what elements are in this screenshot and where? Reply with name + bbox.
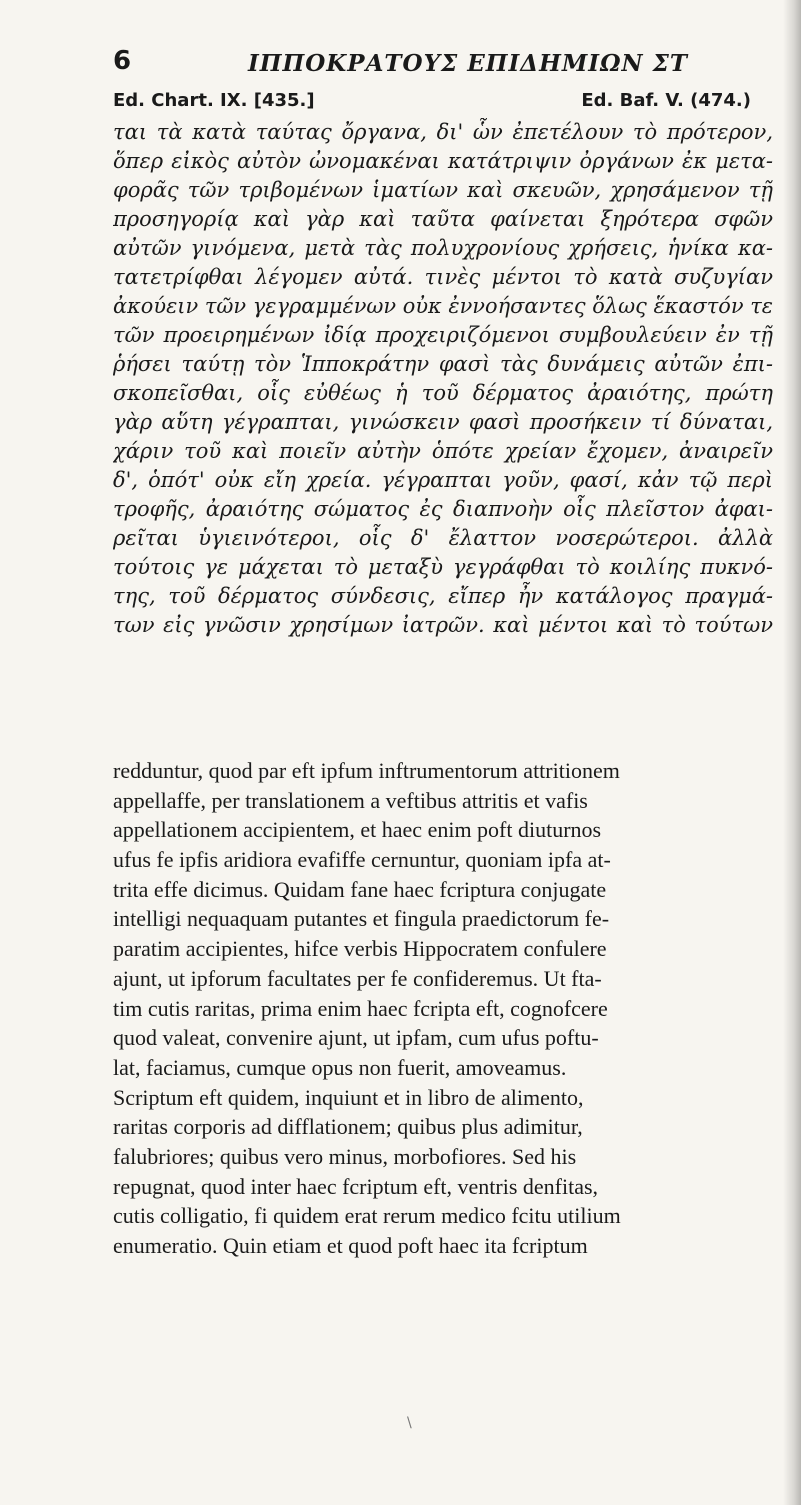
latin-text-line: cutis colligatio, fi quidem erat rerum medico fcitu utilium — [113, 1203, 621, 1229]
edition-reference-chart: Ed. Chart. IX. [435.] — [113, 90, 315, 111]
greek-text-line: φορᾶς τῶν τριβομένων ἱματίων καὶ σκευῶν, χρησάμενον τῇ — [113, 178, 773, 202]
greek-text-line: ῥήσει ταύτῃ τὸν Ἱπποκράτην φασὶ τὰς δυνάμεις αὐτῶν ἐπι- — [113, 352, 773, 376]
greek-text-line: ρεῖται ὑγιεινότεροι, οἷς δ' ἔλαττον νοσερώτεροι. ἀλλὰ — [113, 526, 773, 550]
page-number: 6 — [113, 46, 132, 76]
greek-text-line: τούτοις γε μάχεται τὸ μεταξὺ γεγράφθαι τὸ κοιλίης πυκνό- — [113, 555, 773, 579]
greek-text-line: ὅπερ εἰκὸς αὐτὸν ὠνομακέναι κατάτριψιν ὀργάνων ἐκ μετα- — [113, 149, 773, 173]
greek-text-line: τροφῆς, ἀραιότης σώματος ἐς διαπνοὴν οἷς πλεῖστον ἀφαι- — [113, 497, 773, 521]
greek-text-line: τατετρίφθαι λέγομεν αὐτά. τινὲς μέντοι τὸ κατὰ συζυγίαν — [113, 265, 773, 289]
greek-text-line: σκοπεῖσθαι, οἷς εὐθέως ἡ τοῦ δέρματος ἀραιότης, πρώτη — [113, 381, 773, 405]
latin-text-line: enumeratio. Quin etiam et quod poft haec ita fcriptum — [113, 1233, 588, 1258]
latin-text-line: trita effe dicimus. Quidam fane haec fcriptura conjugate — [113, 876, 607, 902]
greek-text-line: αὐτῶν γινόμενα, μετὰ τὰς πολυχρονίους χρήσεις, ἡνίκα κα- — [113, 236, 773, 260]
edition-reference-basel: Ed. Baf. V. (474.) — [581, 90, 751, 111]
greek-text-line: τῶν προειρημένων ἰδίᾳ προχειριζόμενοι συμβουλεύειν ἐν τῇ — [113, 323, 773, 347]
latin-text-line: intelligi nequaquam putantes et fingula praedictorum fe- — [113, 906, 610, 932]
latin-text-line: appellaffe, per translationem a veftibus attritis et vafis — [113, 787, 588, 813]
latin-text-line: falubriores; quibus vero minus, morbofiores. Sed his — [113, 1143, 577, 1169]
latin-text-line: repugnat, quod inter haec fcriptum eft, ventris denfitas, — [113, 1173, 599, 1199]
greek-text-line: δ', ὁπότ' οὐκ εἴη χρεία. γέγραπται γοῦν, φασί, κἀν τῷ περὶ — [113, 468, 773, 492]
edition-line — [113, 90, 773, 118]
greek-text-line: ται τὰ κατὰ ταύτας ὄργανα, δι' ὧν ἐπετέλουν τὸ πρότερον, — [113, 120, 773, 144]
latin-text-block — [113, 756, 793, 1261]
latin-text-line: redduntur, quod par eft ipfum inftrumentorum attritionem — [113, 758, 620, 783]
latin-text-line: ajunt, ut ipforum facultates per fe confideremus. Ut fta- — [113, 965, 602, 991]
greek-text-line: της, τοῦ δέρματος σύνδεσις, εἴπερ ἦν κατάλογος πραγμά- — [113, 584, 773, 608]
latin-text-line: appellationem accipientem, et haec enim poft diuturnos — [113, 817, 602, 843]
greek-text-line: προσηγορίᾳ καὶ γὰρ καὶ ταῦτα φαίνεται ξηρότερα σφῶν — [113, 207, 773, 231]
latin-text-line: paratim accipientes, hifce verbis Hippocratem confulere — [113, 936, 607, 962]
greek-text-line: των εἰς γνῶσιν χρησίμων ἰατρῶν. καὶ μέντοι καὶ τὸ τούτων — [113, 613, 773, 637]
latin-text-line: quod valeat, convenire ajunt, ut ipfam, cum ufus poftu- — [113, 1025, 599, 1051]
footer-mark: \ — [407, 1415, 412, 1431]
latin-text-line: Scriptum eft quidem, inquiunt et in libro de alimento, — [113, 1084, 584, 1110]
greek-text-line: γὰρ αὕτη γέγραπται, γινώσκειν φασὶ προσήκειν τί δύναται, — [113, 410, 773, 434]
latin-text-line: ufus fe ipfis aridiora evafiffe cernuntur, quoniam ipfa at- — [113, 847, 611, 873]
greek-text-block — [113, 118, 793, 640]
latin-text-line: tim cutis raritas, prima enim haec fcripta eft, cognofcere — [113, 995, 608, 1021]
header-title: ΙΠΠΟΚΡΑΤΟΥΣ ΕΠΙΔΗΜΙΩΝ ΣΤ — [248, 50, 688, 77]
running-head — [113, 46, 773, 86]
greek-text-line: χάριν τοῦ καὶ ποιεῖν αὐτὴν ὁπότε χρείαν ἔχομεν, ἀναιρεῖν — [113, 439, 773, 463]
latin-text-line: lat, faciamus, cumque opus non fuerit, amoveamus. — [113, 1054, 567, 1080]
latin-text-line: raritas corporis ad difflationem; quibus plus adimitur, — [113, 1114, 583, 1140]
greek-text-line: ἀκούειν τῶν γεγραμμένων οὐκ ἐννοήσαντες ὅλως ἕκαστόν τε — [113, 294, 773, 318]
